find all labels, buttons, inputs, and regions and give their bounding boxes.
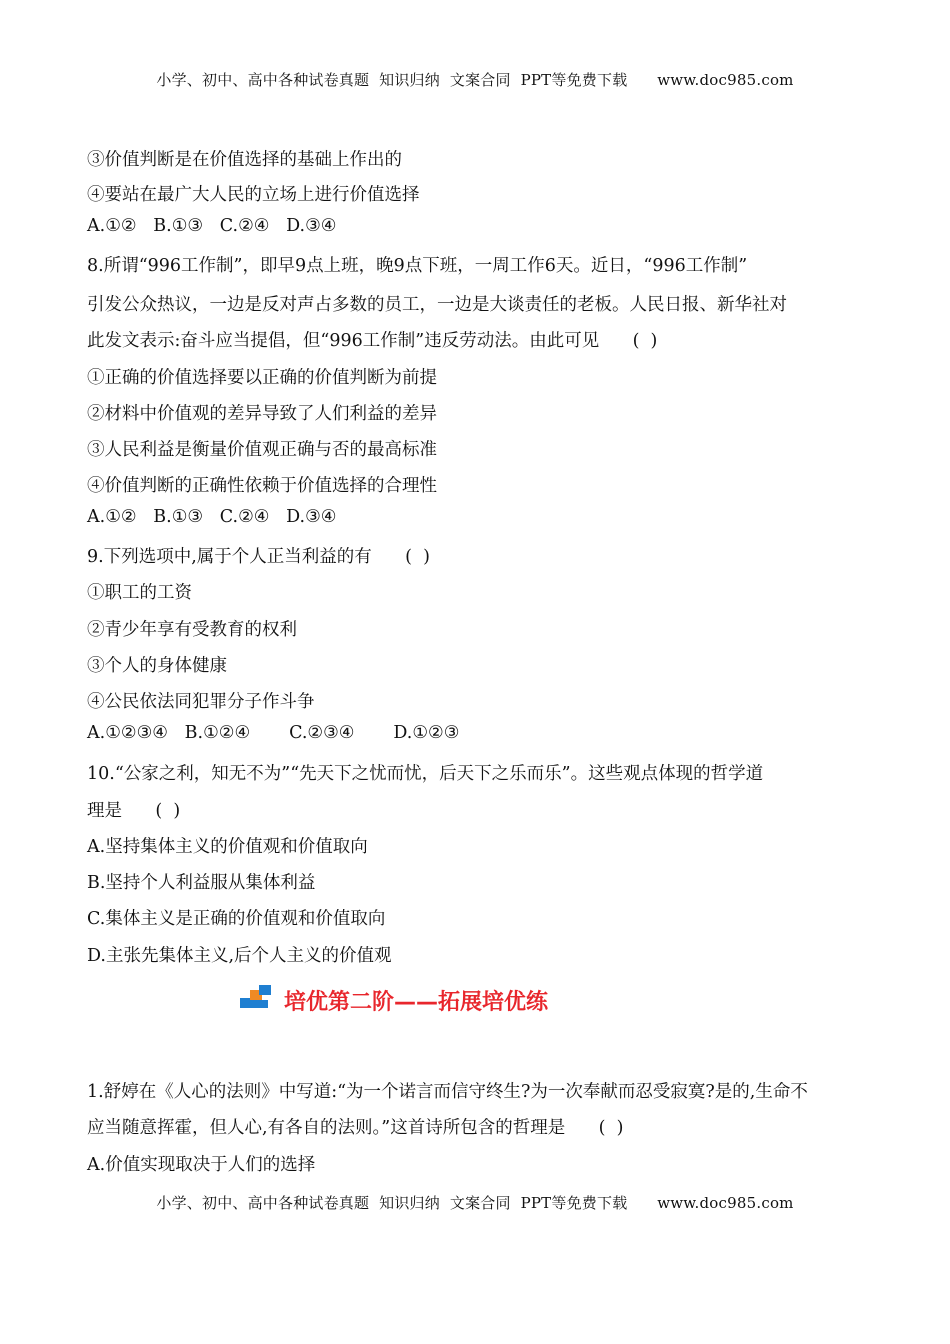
option-line: A.坚持集体主义的价值观和价值取向	[87, 837, 368, 857]
option-line: B.坚持个人利益服从集体利益	[87, 873, 316, 893]
question-text: 8.所谓“996工作制”，即早9点上班，晚9点下班，一周工作6天。近日，“996工作制”	[87, 256, 748, 276]
question-text: 1.舒婷在《人心的法则》中写道:“为一个诺言而信守终生?为一次奉献而忍受寂寞?是的,生命不	[87, 1082, 808, 1102]
stair-blocks-icon	[240, 985, 280, 1013]
question-text: 此发文表示:奋斗应当提倡，但“996工作制”违反劳动法。由此可见 ( )	[87, 331, 658, 351]
option-line: A.价值实现取决于人们的选择	[87, 1155, 316, 1175]
answer-choices: A.①②③④ B.①②④ C.②③④ D.①②③	[87, 723, 460, 743]
question-text: 10.“公家之利，知无不为”“先天下之忧而忧，后天下之乐而乐”。这些观点体现的哲学道	[87, 764, 764, 784]
option-line: ④价值判断的正确性依赖于价值选择的合理性	[87, 476, 437, 496]
answer-choices: A.①② B.①③ C.②④ D.③④	[87, 216, 337, 236]
question-text: 理是 ( )	[87, 801, 181, 821]
option-line: ③价值判断是在价值选择的基础上作出的	[87, 150, 402, 170]
section-title: 培优第二阶——拓展培优练	[284, 990, 549, 1015]
option-line: ①正确的价值选择要以正确的价值判断为前提	[87, 368, 437, 388]
question-text: 应当随意挥霍，但人心,有各自的法则。”这首诗所包含的哲理是 ( )	[87, 1118, 624, 1138]
question-text: 9.下列选项中,属于个人正当利益的有 ( )	[87, 547, 430, 567]
page-header: 小学、初中、高中各种试卷真题 知识归纳 文案合同 PPT等免费下载 www.doc985.com	[156, 71, 794, 89]
option-line: ①职工的工资	[87, 583, 192, 603]
question-text: 引发公众热议，一边是反对声占多数的员工，一边是大谈责任的老板。人民日报、新华社对	[87, 295, 787, 315]
option-line: ③个人的身体健康	[87, 656, 227, 676]
option-line: ④要站在最广大人民的立场上进行价值选择	[87, 185, 420, 205]
option-line: C.集体主义是正确的价值观和价值取向	[87, 909, 386, 929]
answer-choices: A.①② B.①③ C.②④ D.③④	[87, 507, 337, 527]
option-line: ③人民利益是衡量价值观正确与否的最高标准	[87, 440, 437, 460]
page-footer: 小学、初中、高中各种试卷真题 知识归纳 文案合同 PPT等免费下载 www.doc985.com	[156, 1194, 794, 1212]
option-line: ②材料中价值观的差异导致了人们利益的差异	[87, 404, 437, 424]
option-line: ④公民依法同犯罪分子作斗争	[87, 692, 315, 712]
option-line: D.主张先集体主义,后个人主义的价值观	[87, 946, 392, 966]
option-line: ②青少年享有受教育的权利	[87, 620, 297, 640]
